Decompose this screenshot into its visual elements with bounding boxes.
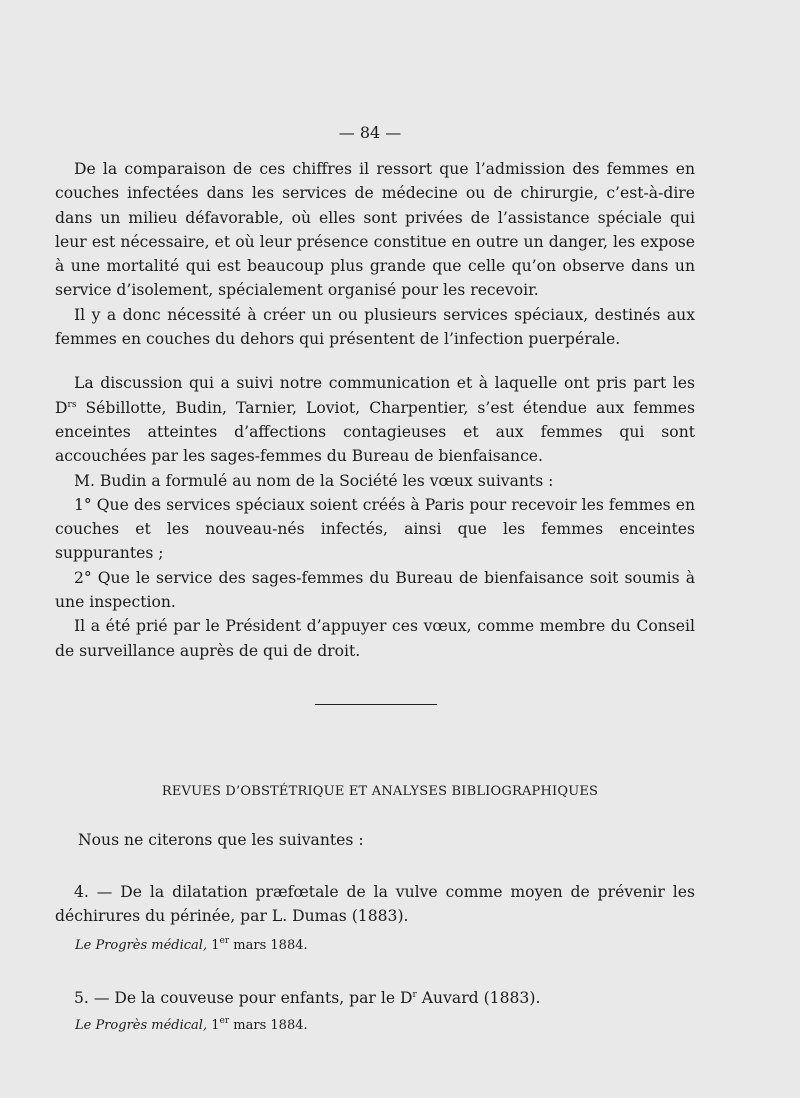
discussion-text: La discussion qui a suivi notre communication et à laquelle ont pris part les D [55, 374, 695, 417]
bibliography-entry [55, 880, 695, 929]
entry-title-text: 5. — De la couveuse pour enfants, par le D [74, 989, 413, 1007]
entry-title-text: Auvard (1883). [416, 989, 541, 1007]
source-date: mars 1884. [229, 938, 308, 953]
page-number: — 84 — [338, 123, 402, 142]
entry-title: 4. — De la dilatation præfœtale de la vulve comme moyen de prévenir les déchirures du périnée, par L. Dumas (1883). [55, 883, 695, 926]
source-journal: Le Progrès médical, [75, 1018, 208, 1033]
superscript: r [412, 990, 417, 1000]
entry-source [75, 1018, 308, 1033]
bibliography-entry [55, 986, 695, 1010]
entry-title [55, 986, 695, 1010]
paragraph: M. Budin a formulé au nom de la Société les vœux suivants : [74, 471, 554, 490]
section-divider [315, 704, 437, 705]
paragraph: 1° Que des services spéciaux soient créés à Paris pour recevoir les femmes en couches et les nouveau-nés infectés, ainsi que les femmes enceintes suppurantes ; [55, 495, 695, 563]
source-journal: Le Progrès médical, [75, 938, 208, 953]
superscript: rs [67, 399, 77, 410]
source-date: mars 1884. [229, 1018, 308, 1033]
paragraph: De la comparaison de ces chiffres il ressort que l’admission des femmes en couches infectées dans les services de médecine ou de chirurgie, c’est-à-dire dans un milieu défavorable, où elles sont privées de l’assistance spéciale qui leur est nécessaire, et où leur présence constitue en outre un danger, les expose à une mortalité qui est beaucoup plus grande que celle qu’on observe dans un service d’isolement, spécialement organisé pour les recevoir. [55, 160, 695, 300]
body-text-block [55, 157, 695, 663]
paragraph: Il y a donc nécessité à créer un ou plusieurs services spéciaux, destinés aux femmes en couches du dehors qui présentent de l’infection puerpérale. [55, 305, 695, 349]
source-date-sup: er [219, 1016, 230, 1026]
discussion-text: Sébillotte, Budin, Tarnier, Loviot, Charpentier, s’est étendue aux femmes enceintes atteintes d’affections contagieuses et aux femmes qui sont accouchées par les sages-femmes du Bureau de bienfaisance. [55, 398, 695, 466]
source-date-sup: er [219, 936, 230, 946]
source-date-num: 1 [211, 938, 220, 953]
section-title: REVUES D’OBSTÉTRIQUE ET ANALYSES BIBLIOGRAPHIQUES [161, 784, 599, 799]
paragraph: 2° Que le service des sages-femmes du Bureau de bienfaisance soit soumis à une inspection. [55, 568, 695, 612]
intro-line: Nous ne citerons que les suivantes : [78, 831, 364, 849]
paragraph-discussion [55, 371, 695, 468]
entry-source [75, 938, 308, 953]
source-date-num: 1 [211, 1018, 220, 1033]
paragraph: Il a été prié par le Président d’appuyer ces vœux, comme membre du Conseil de surveillance auprès de qui de droit. [55, 617, 695, 660]
